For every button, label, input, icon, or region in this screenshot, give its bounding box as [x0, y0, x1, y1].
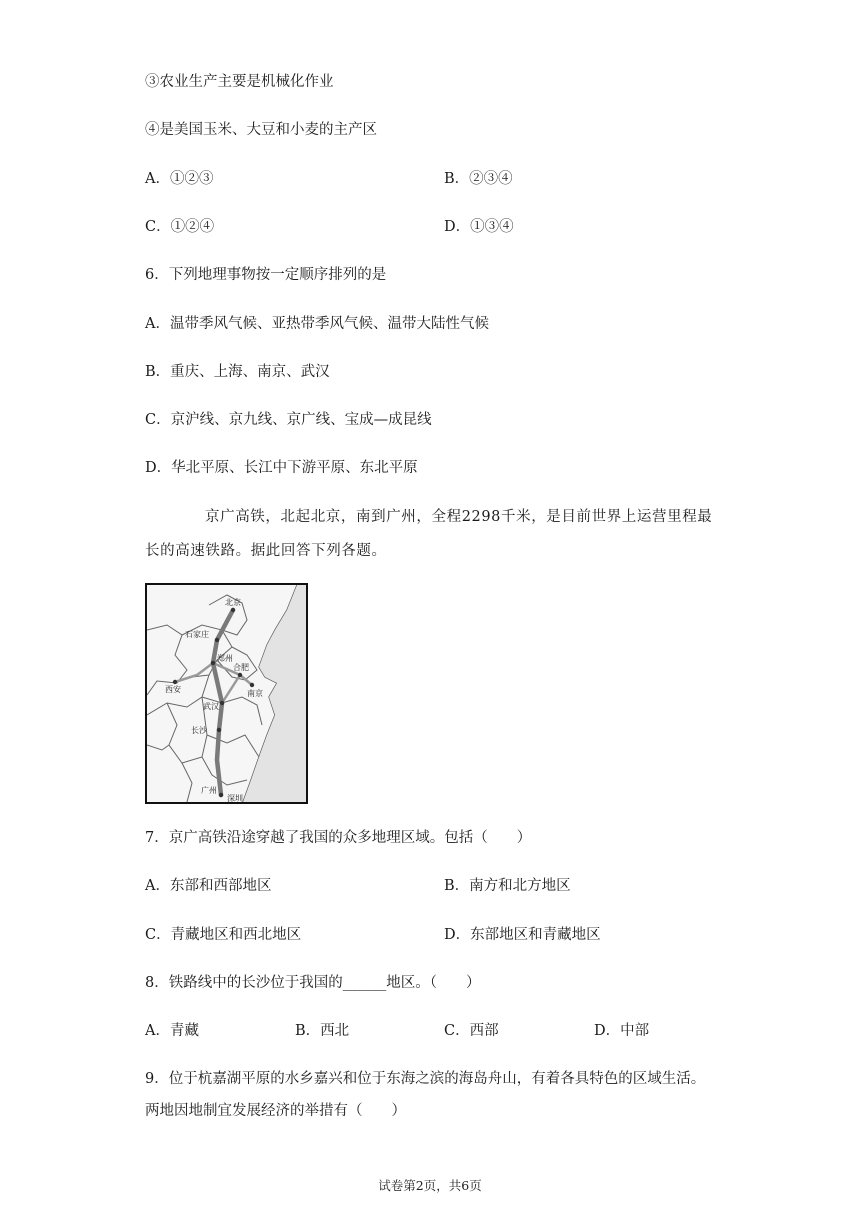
- q5-option-d: D．①③④: [444, 219, 514, 235]
- q7-option-a: A．东部和西部地区: [145, 878, 272, 894]
- city-label-xian: 西安: [165, 685, 181, 694]
- page-footer: 试卷第2页，共6页: [378, 1178, 482, 1193]
- q7-option-d: D．东部地区和青藏地区: [444, 927, 601, 943]
- city-dot-guangzhou: [219, 793, 223, 797]
- city-dot-beijing: [231, 608, 235, 612]
- city-label-nanjing: 南京: [247, 689, 263, 698]
- city-dot-nanjing: [250, 683, 254, 687]
- city-label-zhengzhou: 郑州: [217, 654, 233, 663]
- q9-line-1: 9．位于杭嘉湖平原的水乡嘉兴和位于东海之滨的海岛舟山，有着各具特色的区域生活。: [145, 1071, 706, 1087]
- q8-option-a: A．青藏: [145, 1023, 199, 1039]
- city-label-hefei: 合肥: [233, 663, 249, 672]
- q8-stem: 8．铁路线中的长沙位于我国的______地区。（ ）: [145, 975, 481, 991]
- q6-option-b: B．重庆、上海、南京、武汉: [145, 364, 330, 380]
- passage-line-2: 长的高速铁路。据此回答下列各题。: [145, 543, 387, 559]
- city-dot-shijiazhuang: [215, 638, 219, 642]
- city-dot-changsha: [217, 728, 221, 732]
- railway-map: [145, 583, 308, 804]
- city-dot-zhengzhou: [211, 661, 215, 665]
- q8-option-b: B．西北: [295, 1023, 350, 1039]
- q5-option-b: B．②③④: [444, 171, 513, 187]
- city-label-wuhan: 武汉: [203, 702, 219, 711]
- city-label-shenzhen: 深圳: [227, 794, 243, 802]
- q7-option-b: B．南方和北方地区: [444, 878, 571, 894]
- city-label-changsha: 长沙: [191, 726, 207, 735]
- q5-item-4: ④是美国玉米、大豆和小麦的主产区: [145, 122, 377, 138]
- q5-option-c: C．①②④: [145, 219, 215, 235]
- q6-option-a: A．温带季风气候、亚热带季风气候、温带大陆性气候: [145, 316, 489, 332]
- city-dot-xian: [173, 680, 177, 684]
- city-dot-hefei: [238, 673, 242, 677]
- q8-option-c: C．西部: [444, 1023, 499, 1039]
- q9-line-2: 两地因地制宜发展经济的举措有（ ）: [145, 1103, 406, 1119]
- q7-stem: 7．京广高铁沿途穿越了我国的众多地理区域。包括（ ）: [145, 830, 532, 846]
- city-label-guangzhou: 广州: [201, 786, 217, 795]
- city-label-beijing: 北京: [225, 598, 241, 607]
- q6-stem: 6．下列地理事物按一定顺序排列的是: [145, 267, 387, 283]
- q7-option-c: C．青藏地区和西北地区: [145, 927, 302, 943]
- city-dot-wuhan: [220, 701, 224, 705]
- city-label-shijiazhuang: 石家庄: [185, 630, 209, 639]
- passage-line-1: 京广高铁，北起北京，南到广州，全程2298千米，是目前世界上运营里程最: [205, 509, 713, 525]
- q6-option-c: C．京沪线、京九线、京广线、宝成—成昆线: [145, 412, 432, 428]
- q5-option-a: A．①②③: [145, 171, 214, 187]
- q8-option-d: D．中部: [594, 1023, 650, 1039]
- q5-item-3: ③农业生产主要是机械化作业: [145, 74, 334, 90]
- q6-option-d: D．华北平原、长江中下游平原、东北平原: [145, 460, 418, 476]
